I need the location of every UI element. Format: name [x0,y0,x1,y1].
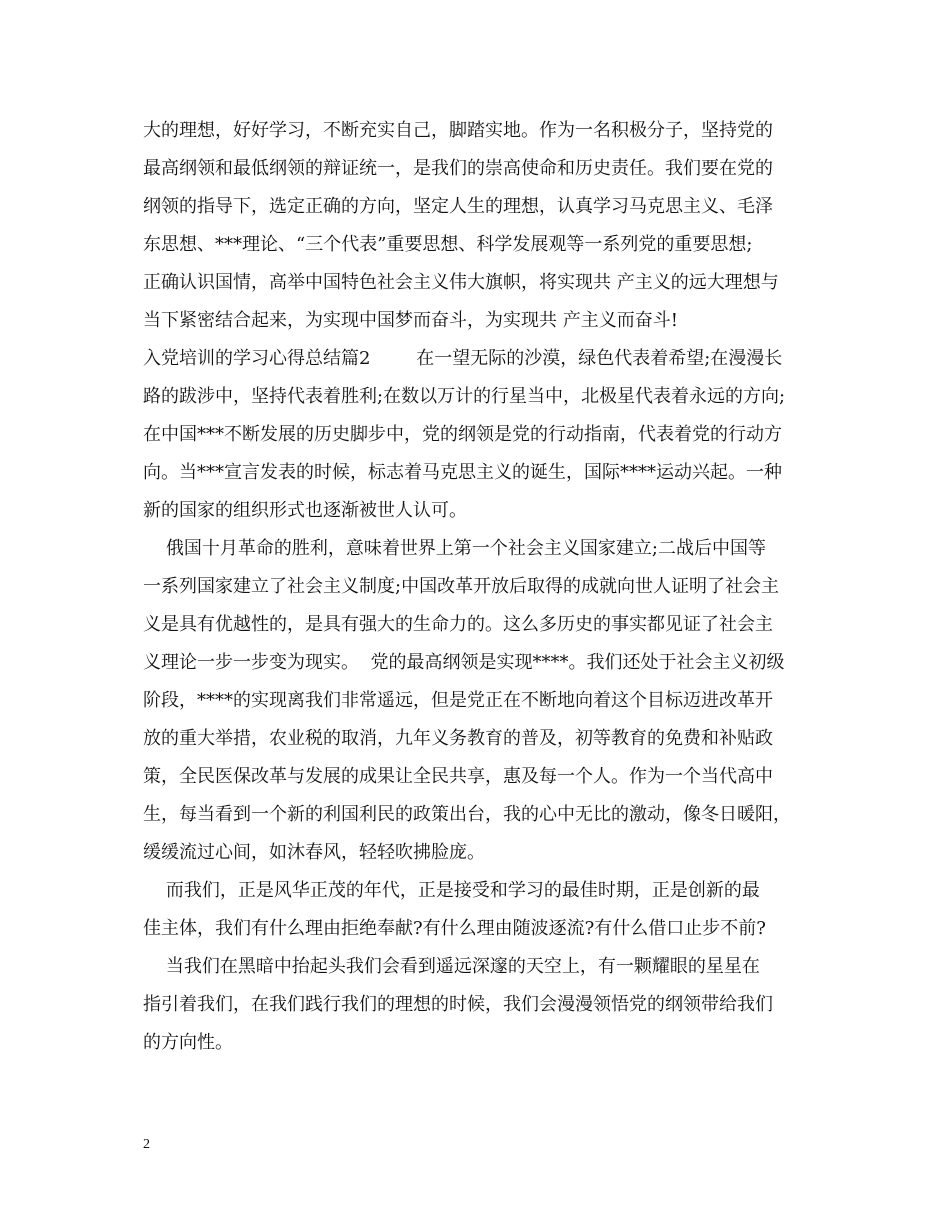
page-number: 2 [143,1137,150,1152]
text-line: 最高纲领和最低纲领的辩证统一，是我们的崇高使命和历史责任。我们要在党的 [143,158,773,179]
text-line: 缓缓流过心间，如沐春风，轻轻吹拂脸庞。 [143,842,485,863]
text-line: 放的重大举措，农业税的取消，九年义务教育的普及，初等教育的免费和补贴政 [143,728,773,749]
text-line: 当下紧密结合起来，为实现中国梦而奋斗，为实现共 产主义而奋斗! [143,310,678,331]
text-line: 而我们，正是风华正茂的年代，正是接受和学习的最佳时期，正是创新的最 [143,880,760,901]
text-line: 义理论一步一步变为现实。 党的最高纲领是实现****。我们还处于社会主义初级 [143,652,785,673]
text-line: 纲领的指导下，选定正确的方向，坚定人生的理想，认真学习马克思主义、毛泽 [143,196,773,217]
text-line: 策，全民医保改革与发展的成果让全民共享，惠及每一个人。作为一个当代高中 [143,766,773,787]
text-line: 向。当***宣言发表的时候，标志着马克思主义的诞生，国际****运动兴起。一种 [143,462,782,483]
text-line: 阶段，****的实现离我们非常遥远，但是党正在不断地向着这个目标迈进改革开 [143,690,773,711]
text-line: 俄国十月革命的胜利，意味着世界上第一个社会主义国家建立;二战后中国等 [143,538,766,559]
text-line: 在中国***不断发展的历史脚步中，党的纲领是党的行动指南，代表着党的行动方 [143,424,782,445]
text-line: 生，每当看到一个新的利国利民的政策出台，我的心中无比的激动，像冬日暖阳， [143,804,791,825]
text-line: 路的跋涉中，坚持代表着胜利;在数以万计的行星当中，北极星代表着永远的方向; [143,386,786,407]
text-line: 佳主体，我们有什么理由拒绝奉献?有什么理由随波逐流?有什么借口止步不前? [143,918,766,939]
section-heading-line: 入党培训的学习心得总结篇2 在一望无际的沙漠，绿色代表着希望;在漫漫长 [143,348,783,369]
text-line: 当我们在黑暗中抬起头我们会看到遥远深邃的天空上，有一颗耀眼的星星在 [143,956,760,977]
text-line: 正确认识国情，高举中国特色社会主义伟大旗帜，将实现共 产主义的远大理想与 [143,272,779,293]
text-line: 指引着我们，在我们践行我们的理想的时候，我们会漫漫领悟党的纲领带给我们 [143,994,773,1015]
text-line: 义是具有优越性的，是具有强大的生命力的。这么多历史的事实都见证了社会主 [143,614,773,635]
text-line: 大的理想，好好学习，不断充实自己，脚踏实地。作为一名积极分子，坚持党的 [143,120,773,141]
text-line: 东思想、***理论、“三个代表”重要思想、科学发展观等一系列党的重要思想; [143,234,753,255]
text-line: 一系列国家建立了社会主义制度;中国改革开放后取得的成就向世人证明了社会主 [143,576,780,597]
text-line: 的方向性。 [143,1032,233,1053]
text-line: 新的国家的组织形式也逐渐被世人认可。 [143,500,467,521]
